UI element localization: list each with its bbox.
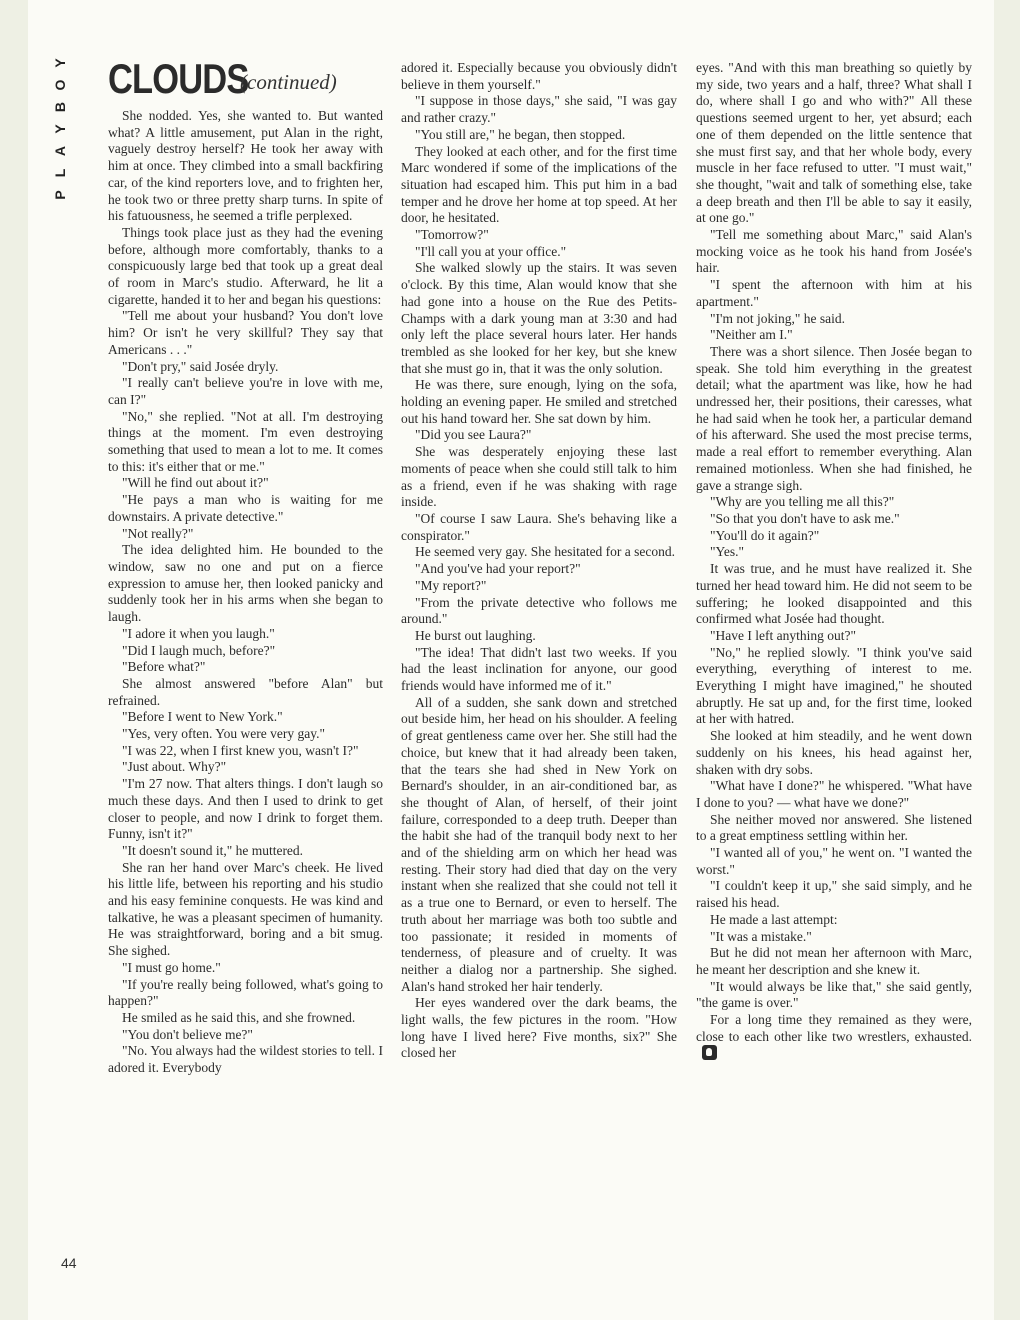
paragraph: "Of course I saw Laura. She's behaving like a conspirator." [401, 510, 677, 543]
article-title: CLOUDS [108, 55, 249, 102]
paragraph: "My report?" [415, 577, 487, 593]
paragraph: "No," he replied slowly. "I think you've said everything, everything of interest to me. Everything I might have imagined," he shouted abruptly. He sat up and, for the first time, looked at her with hatred. [696, 644, 972, 727]
magazine-letter: P [52, 190, 68, 200]
paragraph: adored it. Especially because you obviously didn't believe in them yourself." [401, 60, 677, 92]
magazine-name-vertical [50, 52, 70, 206]
paragraph: "I suppose in those days," she said, "I was gay and rather crazy." [401, 93, 677, 126]
paragraph: "Not really?" [122, 525, 194, 541]
paragraph: She looked at him steadily, and he went down suddenly on his knees, his head against her, shaken with dry sobs. [696, 728, 972, 777]
magazine-letter: B [52, 101, 68, 113]
paragraph: "No. You always had the wildest stories to tell. I adored it. Everybody [108, 1043, 383, 1076]
paragraph: She ran her hand over Marc's cheek. He lived his little life, between his reporting and his studio and his easy feminine conquests. He was kind and talkative, he was a pleasant specimen of humanity. He was straightforward, boring and a bit smug. She sighed. [108, 859, 383, 959]
text-column-1 [108, 108, 383, 1077]
paragraph: eyes. "And with this man breathing so quietly by my side, two years and a half, three? What shall I do, where shall I go and who with?" All these questions seemed urgent to her, yet absurd; each one of them depended on the little sentence that she must first say, and that her whole body, every muscle in her face refused to utter. "I must wait," she thought, "wait and talk of something else, take a deep breath and then I'll be able to say it easily, at one go." [696, 60, 972, 226]
paragraph: "It doesn't sound it," he muttered. [122, 842, 304, 858]
paragraph: "You still are," he began, then stopped. [415, 126, 626, 142]
paragraph: "You don't believe me?" [122, 1026, 253, 1042]
paragraph: "He pays a man who is waiting for me downstairs. A private detective." [108, 492, 383, 524]
text-column-3 [696, 60, 972, 1063]
paragraph: She walked slowly up the stairs. It was seven o'clock. By this time, Alan would know that she had gone into a house on the Rue des Petits-Champs with a dark young man at 3:30 and had only left the place several hours later. Her hands trembled as she looked for her key, but she knew that she must go in, that it was the only solution. [401, 260, 677, 376]
paragraph: He made a last attempt: [710, 911, 838, 927]
paragraph: "Just about. Why?" [122, 759, 227, 775]
paragraph: She nodded. Yes, she wanted to. But wanted what? A little amusement, put Alan in the right, vaguely destroy herself? He took her away with him at once. They climbed into a small backfiring car, of the kind reporters love, and to frighten her, he took two or three pretty sharp turns. In spite of his fatuousness, he seemed a trifle perplexed. [108, 108, 383, 224]
paragraph: "Tomorrow?" [415, 227, 489, 243]
paragraph: "Don't pry," said Josée dryly. [122, 358, 279, 374]
paragraph: "I'm not joking," he said. [710, 310, 845, 326]
magazine-letter: A [52, 145, 68, 157]
paragraph: But he did not mean her afternoon with Marc, he meant her description and she knew it. [696, 945, 972, 977]
paragraph: "Before I went to New York." [122, 709, 283, 725]
paragraph: "I'm 27 now. That alters things. I don't laugh so much these days. And then I used to drink to get closer to people, and now I drink to forget them. Funny, isn't it?" [108, 776, 383, 842]
paragraph: "So that you don't have to ask me." [710, 510, 900, 526]
paragraph: "I'll call you at your office." [415, 243, 567, 259]
paragraph: "I wanted all of you," he went on. "I wanted the worst." [696, 845, 972, 877]
paragraph: "The idea! That didn't last two weeks. If you had the least inclination for anyone, our good friends would have informed me of it." [401, 644, 677, 694]
paragraph: "Tell me about your husband? You don't love him? Or isn't he very skillful? They say that Americans . . ." [108, 308, 383, 357]
paragraph: "I adore it when you laugh." [122, 625, 275, 641]
magazine-letter: L [52, 168, 68, 178]
paragraph: "No," she replied. "Not at all. I'm destroying things at the moment. I'm even destroying something that used to mean a lot to me. It comes to this: it's either that or me." [108, 408, 383, 474]
magazine-letter: Y [52, 124, 68, 134]
paragraph: She almost answered "before Alan" but refrained. [108, 675, 383, 708]
paragraph: "Neither am I." [710, 327, 793, 343]
paragraph: Things took place just as they had the evening before, although more comfortably, thanks to a conspicuously large bed that took up a great deal of room in Marc's studio. Afterward, he lit a cigarette, handed it to her and began his questions: [108, 224, 383, 307]
paragraph: She was desperately enjoying these last moments of peace when she could still talk to him as a friend, even if he was shaking with rage inside. [401, 444, 677, 510]
paragraph: He seemed very gay. She hesitated for a second. [415, 544, 676, 560]
paragraph: "If you're really being followed, what's going to happen?" [108, 976, 383, 1009]
paragraph: "I must go home." [122, 959, 221, 975]
article-header [108, 55, 383, 102]
text-column-2 [401, 60, 677, 1062]
paragraph: He was there, sure enough, lying on the sofa, holding an evening paper. He smiled and stretched out his hand toward her. She sat down by him. [401, 377, 677, 426]
paragraph: He burst out laughing. [415, 627, 536, 643]
magazine-letter: Y [52, 58, 68, 68]
paragraph: "Tell me something about Marc," said Alan's mocking voice as he took his hand from Josée's hair. [696, 227, 972, 276]
paragraph: The idea delighted him. He bounded to the window, saw no one and put on a fierce expression to amuse her, then looked panicky and suddenly took her in his arms when she began to laugh. [108, 542, 383, 625]
paragraph: "I couldn't keep it up," she said simply, and he raised his head. [696, 878, 972, 911]
paragraph: "Did you see Laura?" [415, 427, 532, 443]
paragraph: "I really can't believe you're in love with me, can I?" [108, 375, 383, 407]
paragraph: "It would always be like that," she said gently, "the game is over." [696, 978, 972, 1011]
paragraph: "Have I left anything out?" [710, 627, 856, 643]
paragraph: They looked at each other, and for the first time Marc wondered if some of the implications of the situation had escaped him. This put him in a bad temper and he drove her home at top speed. At her door, he hesitated. [401, 143, 677, 226]
paragraph: "From the private detective who follows me around." [401, 594, 677, 627]
paragraph: Her eyes wandered over the dark beams, the light walls, the few pictures in the room. "How long have I lived here? Five months, six?" She closed her [401, 995, 677, 1061]
paragraph: He smiled as he said this, and she frowned. [122, 1009, 356, 1025]
paragraph: All of a sudden, she sank down and stretched out beside him, her head on his shoulder. A feeling of great gentleness came over her. She still had the choice, but knew that it had already been taken, that the tears she had shed in New York on Bernard's shoulder, in an air-conditioned bar, as she thought of Alan, of herself, of their joint failure, corresponded to a deep truth. Deeper than the habit she had of the tranquil body next to her and of the shielding arm on which her head was resting. Their story had died that day on the very instant when she realized that she could not tell it as a true one to Bernard, or even to herself. The truth about her marriage was both too subtle and too passionate; it resided in moments of tenderness, of pleasure and of cruelty. It was neither a dialog nor a partnership. She sighed. Alan's hand stroked her hair tenderly. [401, 694, 677, 994]
paragraph: "What have I done?" he whispered. "What have I done to you? — what have we done?" [696, 778, 972, 810]
paragraph: For a long time they remained as they were, close to each other like two wrestlers, exhausted. [696, 1012, 972, 1063]
paragraph: "Before what?" [122, 659, 206, 675]
magazine-page [28, 0, 994, 1320]
paragraph: "Why are you telling me all this?" [710, 494, 895, 510]
paragraph: "It was a mistake." [710, 928, 812, 944]
paragraph: "Yes, very often. You were very gay." [122, 726, 325, 742]
paragraph: "You'll do it again?" [710, 527, 820, 543]
page-number: 44 [61, 1255, 77, 1271]
paragraph: "Yes." [710, 544, 745, 560]
paragraph: "Will he find out about it?" [122, 475, 269, 491]
end-mark-icon [702, 1045, 717, 1060]
paragraph: It was true, and he must have realized it. She turned her head toward him. He did not seem to be suffering; he looked disappointed and this confirmed what Josée had thought. [696, 561, 972, 627]
magazine-letter: O [52, 79, 68, 91]
paragraph: "Did I laugh much, before?" [122, 642, 276, 658]
continued-label: (continued) [240, 70, 337, 94]
paragraph: There was a short silence. Then Josée began to speak. She told him everything in the greatest detail; what the apartment was like, how he had undressed her, their positions, their caresses, what he had said when he took her, a particular demand of his afterward. She used the most precise terms, made a real effort to remember everything. Alan remained motionless. When she had finished, he gave a strange sigh. [696, 343, 972, 493]
paragraph: "And you've had your report?" [415, 561, 581, 577]
paragraph: "I was 22, when I first knew you, wasn't I?" [122, 742, 359, 758]
paragraph: She neither moved nor answered. She listened to a great emptiness settling within her. [696, 811, 972, 844]
paragraph: "I spent the afternoon with him at his apartment." [696, 277, 972, 309]
